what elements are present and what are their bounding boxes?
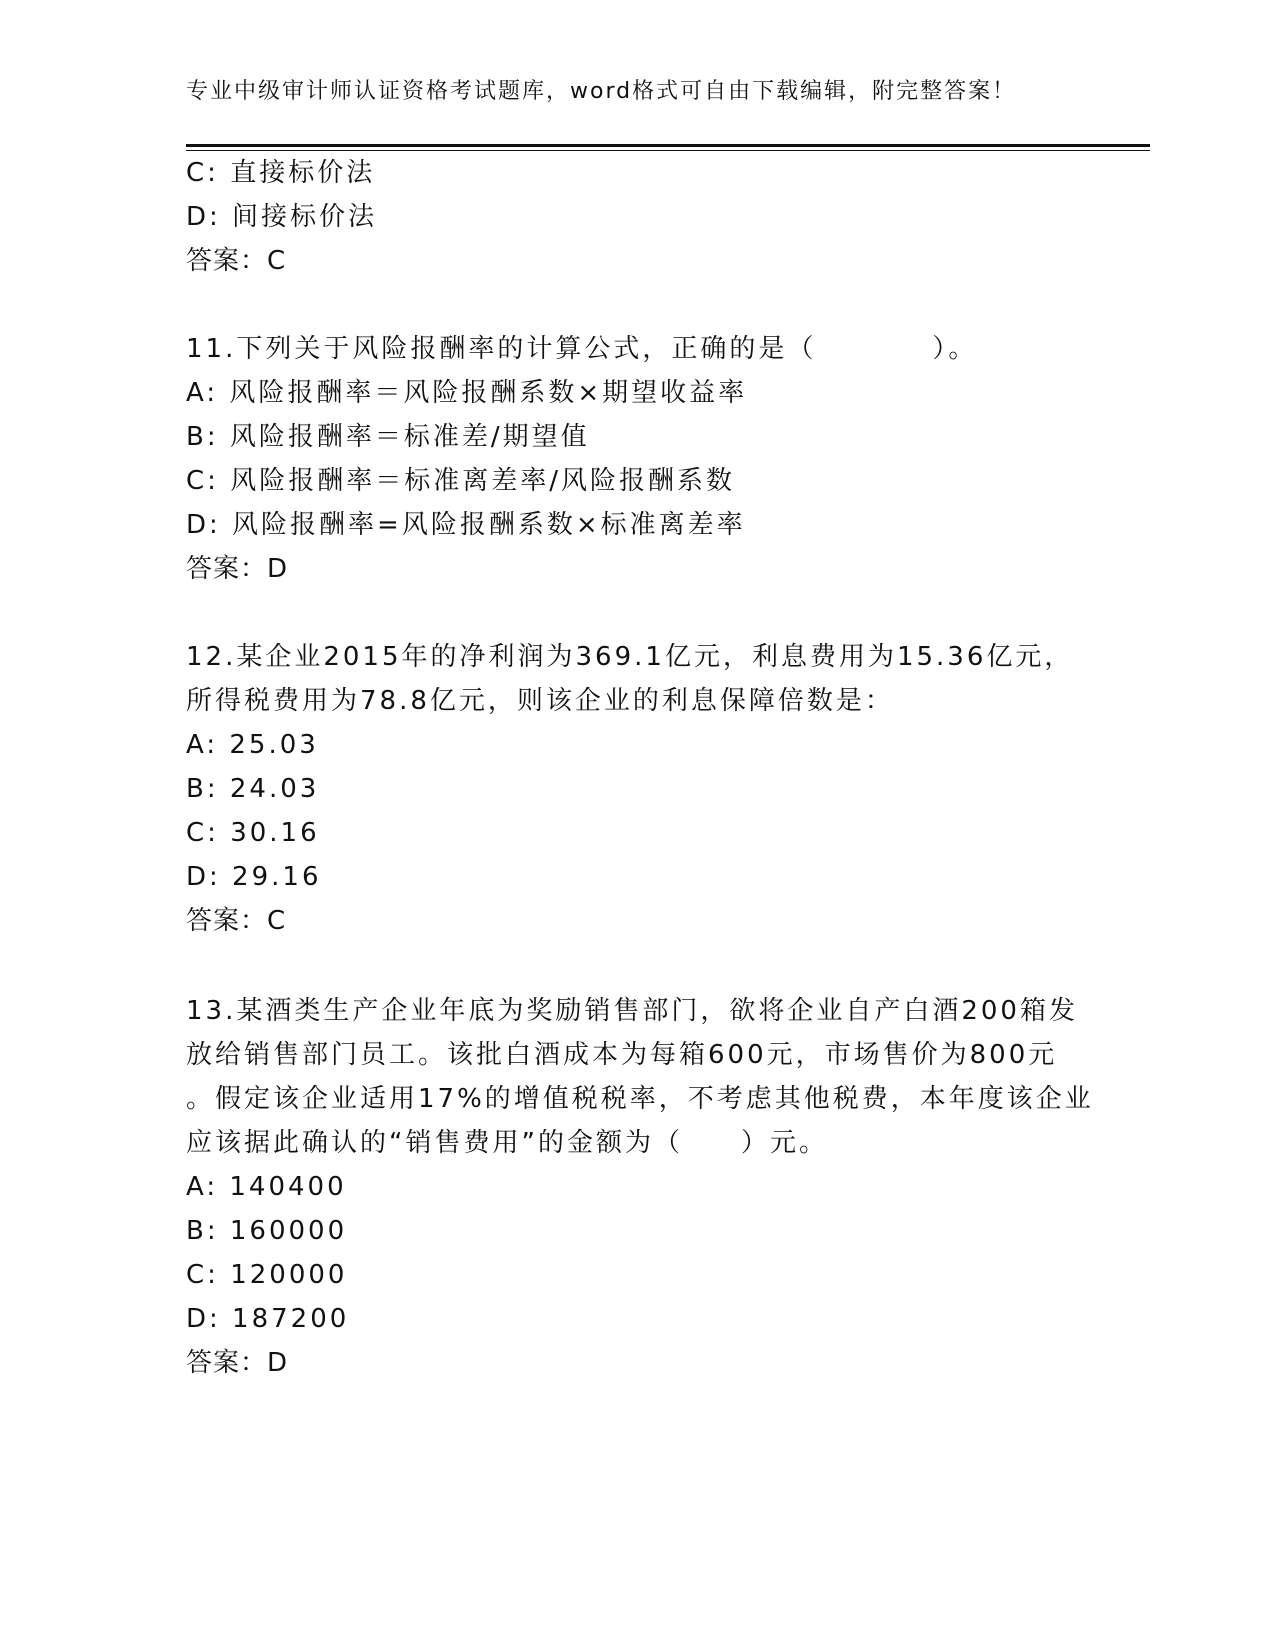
prev-answer: 答案：C	[186, 246, 287, 276]
q13-option-b	[186, 1214, 347, 1248]
option-label: C:	[186, 1260, 219, 1290]
option-text: 187200	[232, 1304, 350, 1334]
option-text: 风险报酬率＝标准离差率/风险报酬系数	[230, 466, 735, 496]
option-text: 120000	[230, 1260, 348, 1290]
option-text: 直接标价法	[230, 158, 376, 188]
option-label: D:	[186, 862, 221, 892]
option-text: 风险报酬率＝标准差/期望值	[229, 422, 590, 452]
option-label: A:	[186, 730, 219, 760]
q12-option-a	[186, 728, 319, 762]
q12-stem-line-2: 所得税费用为78.8亿元，则该企业的利息保障倍数是：	[186, 686, 894, 716]
q11-option-c	[186, 464, 735, 498]
prev-option-d	[186, 200, 377, 234]
header-rule-thick	[186, 144, 1150, 147]
q12-stem-line-1: 12.某企业2015年的净利润为369.1亿元，利息费用为15.36亿元，	[186, 642, 1074, 672]
q13-option-a	[186, 1170, 347, 1204]
q11-answer: 答案：D	[186, 554, 289, 584]
q12-option-c	[186, 816, 320, 850]
q13-stem-line-4: 应该据此确认的“销售费用”的金额为（ ）元。	[186, 1128, 828, 1158]
option-text: 30.16	[230, 818, 320, 848]
q12-option-d	[186, 860, 321, 894]
q11-option-a	[186, 376, 747, 410]
option-label: B:	[186, 1216, 219, 1246]
header-rule-thin	[186, 150, 1150, 151]
option-text: 24.03	[229, 774, 320, 804]
q13-option-c	[186, 1258, 347, 1292]
option-text: 160000	[229, 1216, 348, 1246]
option-label: C:	[186, 818, 219, 848]
option-label: A:	[186, 378, 219, 408]
q11-option-b	[186, 420, 590, 454]
q11-option-d	[186, 508, 746, 542]
option-text: 间接标价法	[232, 202, 378, 232]
q13-stem-line-1: 13.某酒类生产企业年底为奖励销售部门，欲将企业自产白酒200箱发	[186, 996, 1078, 1026]
q13-stem-line-2: 放给销售部门员工。该批白酒成本为每箱600元，市场售价为800元	[186, 1040, 1058, 1070]
option-label: B:	[186, 422, 219, 452]
q12-option-b	[186, 772, 319, 806]
page-header: 专业中级审计师认证资格考试题库，word格式可自由下载编辑，附完整答案！	[186, 79, 1017, 104]
option-label: C:	[186, 158, 219, 188]
option-label: B:	[186, 774, 219, 804]
q13-option-d	[186, 1302, 349, 1336]
option-label: A:	[186, 1172, 219, 1202]
q12-answer: 答案：C	[186, 906, 287, 936]
prev-option-c	[186, 156, 375, 190]
option-text: 风险报酬率=风险报酬系数×标准离差率	[232, 510, 746, 540]
q13-answer: 答案：D	[186, 1348, 289, 1378]
option-label: D:	[186, 510, 221, 540]
option-label: D:	[186, 202, 221, 232]
q11-stem-line-1: 11.下列关于风险报酬率的计算公式，正确的是（ ）。	[186, 334, 978, 364]
option-label: D:	[186, 1304, 221, 1334]
option-text: 29.16	[232, 862, 322, 892]
option-label: C:	[186, 466, 219, 496]
q13-stem-line-3: 。假定该企业适用17%的增值税税率，不考虑其他税费，本年度该企业	[186, 1084, 1094, 1114]
option-text: 140400	[229, 1172, 347, 1202]
option-text: 风险报酬率＝风险报酬系数×期望收益率	[229, 378, 748, 408]
option-text: 25.03	[229, 730, 319, 760]
